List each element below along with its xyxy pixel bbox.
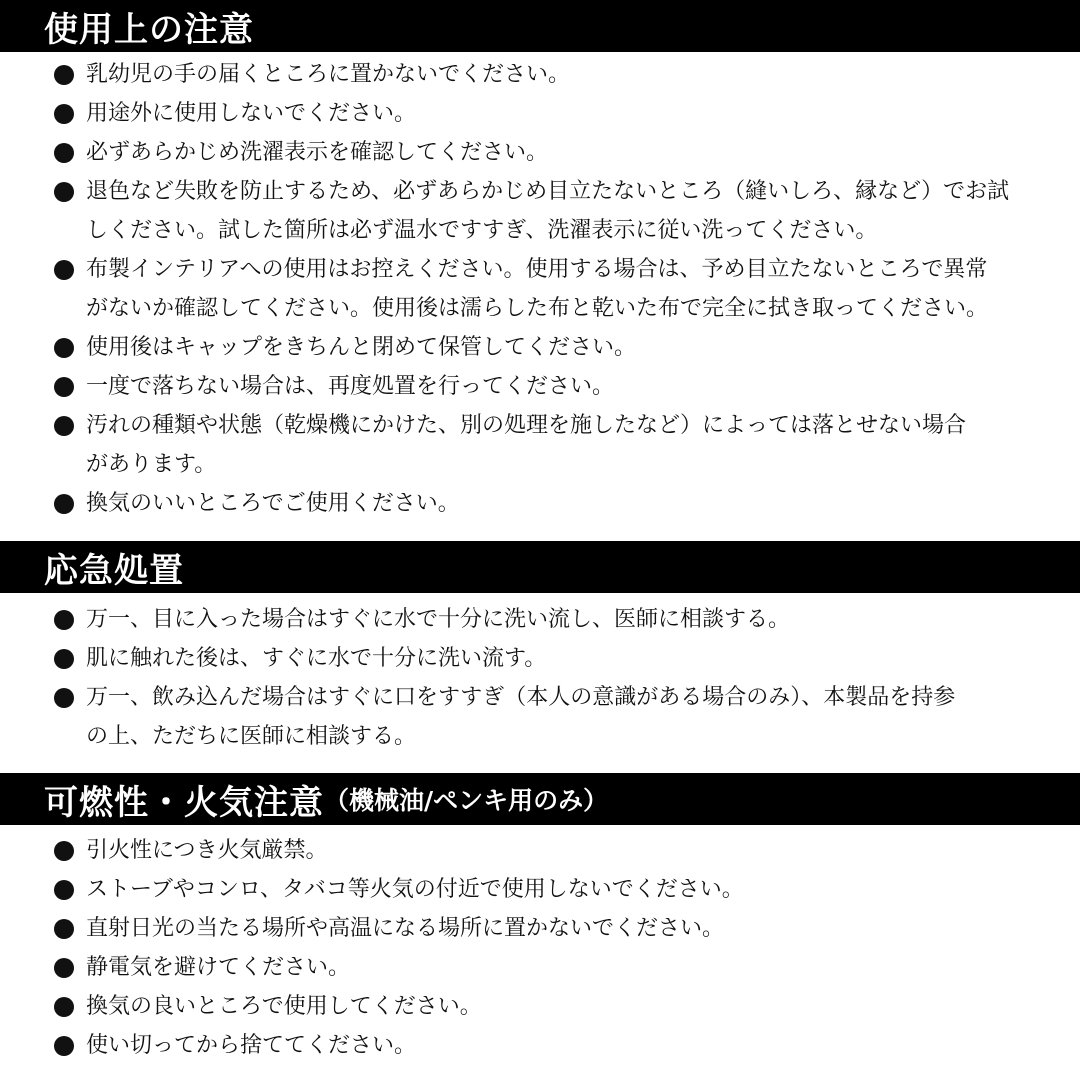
bullet-icon xyxy=(54,416,74,436)
item-text: 必ずあらかじめ洗濯表示を確認してください。 xyxy=(86,140,549,165)
item-text: 直射日光の当たる場所や高温になる場所に置かないでください。 xyxy=(86,916,725,941)
item-text: 万一、飲み込んだ場合はすぐに口をすすぎ（本人の意識がある場合のみ）、本製品を持参 の上、ただちに医師に相談する。 xyxy=(86,685,956,749)
list-item xyxy=(0,133,1080,172)
list-item xyxy=(0,484,1080,523)
list-item xyxy=(0,1026,1080,1065)
item-text: 使い切ってから捨ててください。 xyxy=(86,1033,417,1058)
bullet-icon xyxy=(54,260,74,280)
item-text: ストーブやコンロ、タバコ等火気の付近で使用しないでください。 xyxy=(86,877,744,902)
list-item xyxy=(0,328,1080,367)
bullet-icon xyxy=(54,880,74,900)
list-item xyxy=(0,639,1080,678)
flammable-warning-list xyxy=(0,831,1080,1065)
list-item xyxy=(0,55,1080,94)
bullet-icon xyxy=(54,919,74,939)
item-text: 布製インテリアへの使用はお控えください。使用する場合は、予め目立たないところで異常 がないか確認してください。使用後は濡らした布と乾いた布で完全に拭き取ってください。 xyxy=(86,257,989,321)
item-text: 使用後はキャップをきちんと閉めて保管してください。 xyxy=(86,335,637,360)
bullet-icon xyxy=(54,997,74,1017)
bullet-icon xyxy=(54,688,74,708)
bullet-icon xyxy=(54,338,74,358)
bullet-icon xyxy=(54,143,74,163)
list-item xyxy=(0,367,1080,406)
list-item xyxy=(0,831,1080,870)
section-header-usage-cautions xyxy=(0,0,1080,52)
list-item xyxy=(0,678,1080,756)
bullet-icon xyxy=(54,1036,74,1056)
bullet-icon xyxy=(54,841,74,861)
section-title: 可燃性・火気注意 xyxy=(44,782,324,823)
item-text: 一度で落ちない場合は、再度処置を行ってください。 xyxy=(86,374,615,399)
item-text: 万一、目に入った場合はすぐに水で十分に洗い流し、医師に相談する。 xyxy=(86,607,791,632)
item-text: 換気のいいところでご使用ください。 xyxy=(86,491,460,516)
list-item xyxy=(0,870,1080,909)
section-header-flammable-warning xyxy=(0,773,1080,825)
item-text: 乳幼児の手の届くところに置かないでください。 xyxy=(86,62,571,87)
list-item xyxy=(0,172,1080,250)
item-text: 静電気を避けてください。 xyxy=(86,955,351,980)
list-item xyxy=(0,987,1080,1026)
item-text: 退色など失敗を防止するため、必ずあらかじめ目立たないところ（縫いしろ、縁など）でお試 しください。試した箇所は必ず温水ですすぎ、洗濯表示に従い洗ってください。 xyxy=(86,179,1010,243)
bullet-icon xyxy=(54,610,74,630)
bullet-icon xyxy=(54,649,74,669)
list-item xyxy=(0,250,1080,328)
item-text: 肌に触れた後は、すぐに水で十分に洗い流す。 xyxy=(86,646,547,671)
item-text: 引火性につき火気厳禁。 xyxy=(86,838,328,863)
bullet-icon xyxy=(54,958,74,978)
item-text: 換気の良いところで使用してください。 xyxy=(86,994,482,1019)
usage-cautions-list xyxy=(0,55,1080,523)
section-title: 使用上の注意 xyxy=(44,9,254,50)
section-subtitle: （機械油/ペンキ用のみ） xyxy=(324,786,609,815)
list-item xyxy=(0,600,1080,639)
list-item xyxy=(0,94,1080,133)
section-header-first-aid xyxy=(0,541,1080,593)
section-title: 応急処置 xyxy=(44,550,184,591)
list-item xyxy=(0,909,1080,948)
bullet-icon xyxy=(54,104,74,124)
bullet-icon xyxy=(54,377,74,397)
list-item xyxy=(0,948,1080,987)
item-text: 用途外に使用しないでください。 xyxy=(86,101,417,126)
list-item xyxy=(0,406,1080,484)
item-text: 汚れの種類や状態（乾燥機にかけた、別の処理を施したなど）によっては落とせない場合 があります。 xyxy=(86,413,967,477)
first-aid-list xyxy=(0,600,1080,756)
bullet-icon xyxy=(54,182,74,202)
bullet-icon xyxy=(54,65,74,85)
bullet-icon xyxy=(54,494,74,514)
